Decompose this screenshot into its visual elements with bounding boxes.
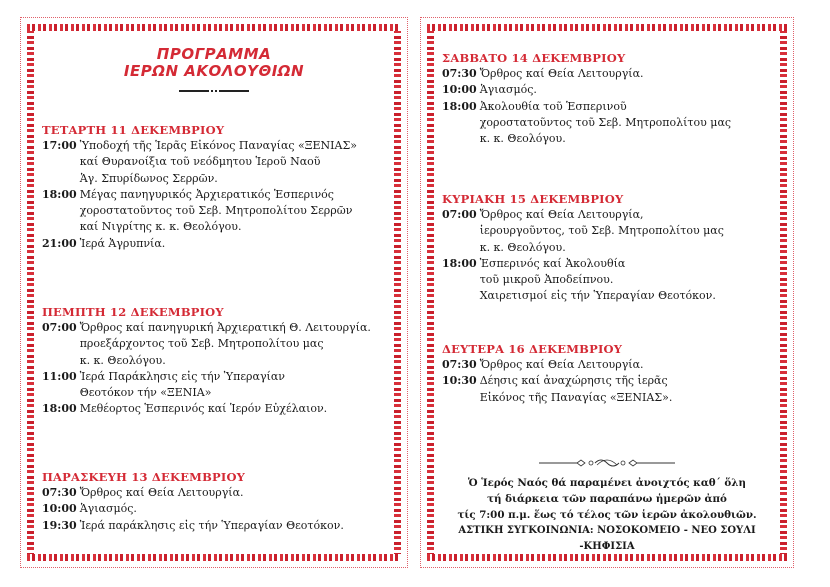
event-description	[480, 373, 782, 406]
event-time: 21:00	[42, 236, 77, 250]
page-title	[20, 46, 408, 80]
schedule-item	[442, 256, 782, 305]
event-description	[480, 207, 782, 256]
event-description	[80, 187, 396, 236]
event-line: κ. κ. Θεολόγου.	[479, 132, 566, 146]
event-time: 07:00	[42, 321, 77, 334]
day-heading: ΔΕΥΤΕΡΑ 16 ΔΕΚΕΜΒΡΙΟΥ	[442, 342, 623, 356]
day-heading: ΠΑΡΑΣΚΕΥΗ 13 ΔΕΚΕΜΒΡΙΟΥ	[42, 470, 246, 484]
day-heading: ΤΕΤΑΡΤΗ 11 ΔΕΚΕΜΒΡΙΟΥ	[42, 123, 225, 137]
event-time: 18:00	[42, 402, 77, 416]
event-line: Ἁγιασμός.	[479, 83, 537, 97]
event-line: καί Νιγρίτης κ. κ. Θεολόγου.	[79, 220, 242, 234]
event-time: 18:00	[442, 99, 477, 113]
event-description	[80, 401, 396, 417]
day-block	[42, 122, 396, 252]
flourish-ornament	[420, 457, 794, 469]
event-description	[80, 518, 396, 534]
event-line: Μέγας πανηγυρικός Ἀρχιερατικός Ἑσπερινός	[79, 187, 334, 201]
schedule-item	[42, 485, 396, 501]
day-block	[42, 469, 396, 534]
event-description	[80, 369, 396, 402]
event-description	[80, 320, 396, 369]
event-line: κ. κ. Θεολόγου.	[79, 353, 166, 367]
event-description	[480, 66, 782, 82]
event-line: Θεοτόκον τήν «ΞΕΝΙΑ»	[79, 386, 212, 400]
event-line: Ὄρθρος καί πανηγυρική Ἀρχιερατική Θ. Λειτουργία.	[79, 321, 371, 334]
event-line: Ἀκολουθία τοῦ Ἑσπερινοῦ	[479, 99, 627, 113]
schedule-item	[42, 320, 396, 369]
schedule-item	[442, 207, 782, 256]
notice-line: τίς 7:00 π.μ. ἕως τό τέλος τῶν ἱερῶν ἀκολουθιῶν.	[457, 509, 757, 521]
schedule-item	[442, 357, 782, 373]
day-heading: ΣΑΒΒΑΤΟ 14 ΔΕΚΕΜΒΡΙΟΥ	[442, 51, 626, 65]
schedule-item	[42, 187, 396, 236]
schedule-item	[442, 373, 782, 406]
event-line: Ἁγιασμός.	[79, 502, 137, 516]
event-line: προεξάρχοντος τοῦ Σεβ. Μητροπολίτου μας	[79, 337, 324, 351]
event-line: Ὑποδοχή τῆς Ἱερᾶς Εἰκόνος Παναγίας «ΞΕΝΙΑΣ»	[79, 139, 357, 152]
schedule-item	[42, 138, 396, 187]
event-time: 07:30	[442, 358, 477, 371]
event-line: χοροστατοῦντος τοῦ Σεβ. Μητροπολίτου Σερρῶν	[79, 204, 353, 218]
event-time: 10:30	[442, 374, 477, 388]
schedule-item	[442, 82, 782, 98]
event-line: Δέησις καί ἀναχώρησις τῆς ἱερᾶς	[479, 374, 668, 388]
day-heading: ΚΥΡΙΑΚΗ 15 ΔΕΚΕΜΒΡΙΟΥ	[442, 192, 624, 206]
flourish-icon	[537, 457, 677, 469]
event-time: 17:00	[42, 139, 77, 152]
event-time: 07:30	[42, 486, 77, 499]
event-description	[80, 138, 396, 187]
schedule-item	[42, 369, 396, 402]
schedule-item	[42, 236, 396, 252]
transport-info: ΑΣΤΙΚΗ ΣΥΓΚΟΙΝΩΝΙΑ: ΝΟΣΟΚΟΜΕΙΟ - ΝΕΟ ΣΟΥΛΙ -ΚΗΦΙΣΙΑ	[458, 525, 756, 552]
event-line: Εἰκόνος τῆς Παναγίας «ΞΕΝΙΑΣ».	[479, 390, 673, 404]
notice-line: τή διάρκεια τῶν παραπάνω ἡμερῶν ἀπό	[487, 493, 727, 505]
day-block	[42, 304, 396, 418]
notice-line: Ὁ Ἱερός Ναός θά παραμένει ἀνοιχτός καθ΄ ὅλη	[468, 477, 746, 489]
title-line-1: ΠΡΟΓΡΑΜΜΑ	[156, 45, 272, 63]
event-line: κ. κ. Θεολόγου.	[479, 240, 566, 254]
event-time: 19:30	[42, 518, 77, 532]
event-description	[480, 82, 782, 98]
notice-text	[430, 475, 784, 555]
schedule-item	[42, 401, 396, 417]
day-block	[442, 341, 782, 406]
event-line: ἱερουργοῦντος, τοῦ Σεβ. Μητροπολίτου μας	[479, 224, 724, 238]
event-line: Ἱερά Ἀγρυπνία.	[79, 236, 166, 250]
event-line: Ἱερά Παράκλησις εἰς τήν Ὑπεραγίαν	[79, 369, 285, 383]
event-line: Ἁγ. Σπυρίδωνος Σερρῶν.	[79, 171, 218, 185]
event-time: 10:00	[42, 502, 77, 516]
event-line: χοροστατοῦντος τοῦ Σεβ. Μητροπολίτου μας	[479, 115, 732, 129]
event-description	[480, 256, 782, 305]
event-time: 18:00	[42, 187, 77, 201]
event-time: 18:00	[442, 256, 477, 270]
event-line: Ὄρθρος καί Θεία Λειτουργία,	[479, 208, 644, 221]
schedule-item	[42, 501, 396, 517]
event-line: τοῦ μικροῦ Ἀποδείπνου.	[479, 273, 614, 287]
title-line-2: ΙΕΡΩΝ ΑΚΟΛΟΥΘΙΩΝ	[123, 62, 305, 80]
event-line: Ἑσπερινός καί Ἀκολουθία	[479, 256, 626, 270]
right-panel	[420, 17, 794, 568]
event-description	[80, 236, 396, 252]
event-time: 07:00	[442, 208, 477, 221]
left-panel	[20, 17, 408, 568]
title-divider-ornament	[179, 89, 249, 92]
day-block	[442, 191, 782, 305]
event-line: Ἱερά παράκλησις εἰς τήν Ὑπεραγίαν Θεοτόκον.	[79, 518, 344, 532]
event-line: Μεθέορτος Ἑσπερινός καί Ἱερόν Εὐχέλαιον.	[79, 402, 328, 416]
event-description	[480, 99, 782, 148]
event-line: Ὄρθρος καί Θεία Λειτουργία.	[479, 67, 644, 80]
event-time: 10:00	[442, 83, 477, 97]
event-line: Χαιρετισμοί εἰς τήν Ὑπεραγίαν Θεοτόκον.	[479, 289, 716, 303]
event-description	[80, 501, 396, 517]
event-description	[80, 485, 396, 501]
event-description	[480, 357, 782, 373]
schedule-item	[442, 99, 782, 148]
event-time: 07:30	[442, 67, 477, 80]
day-block	[442, 50, 782, 147]
event-line: Ὄρθρος καί Θεία Λειτουργία.	[79, 486, 244, 499]
schedule-item	[442, 66, 782, 82]
event-time: 11:00	[42, 369, 77, 383]
schedule-item	[42, 518, 396, 534]
day-heading: ΠΕΜΠΤΗ 12 ΔΕΚΕΜΒΡΙΟΥ	[42, 305, 224, 319]
event-line: Ὄρθρος καί Θεία Λειτουργία.	[479, 358, 644, 371]
event-line: καί Θυρανοίξια τοῦ νεόδμητου Ἱεροῦ Ναοῦ	[79, 155, 321, 169]
